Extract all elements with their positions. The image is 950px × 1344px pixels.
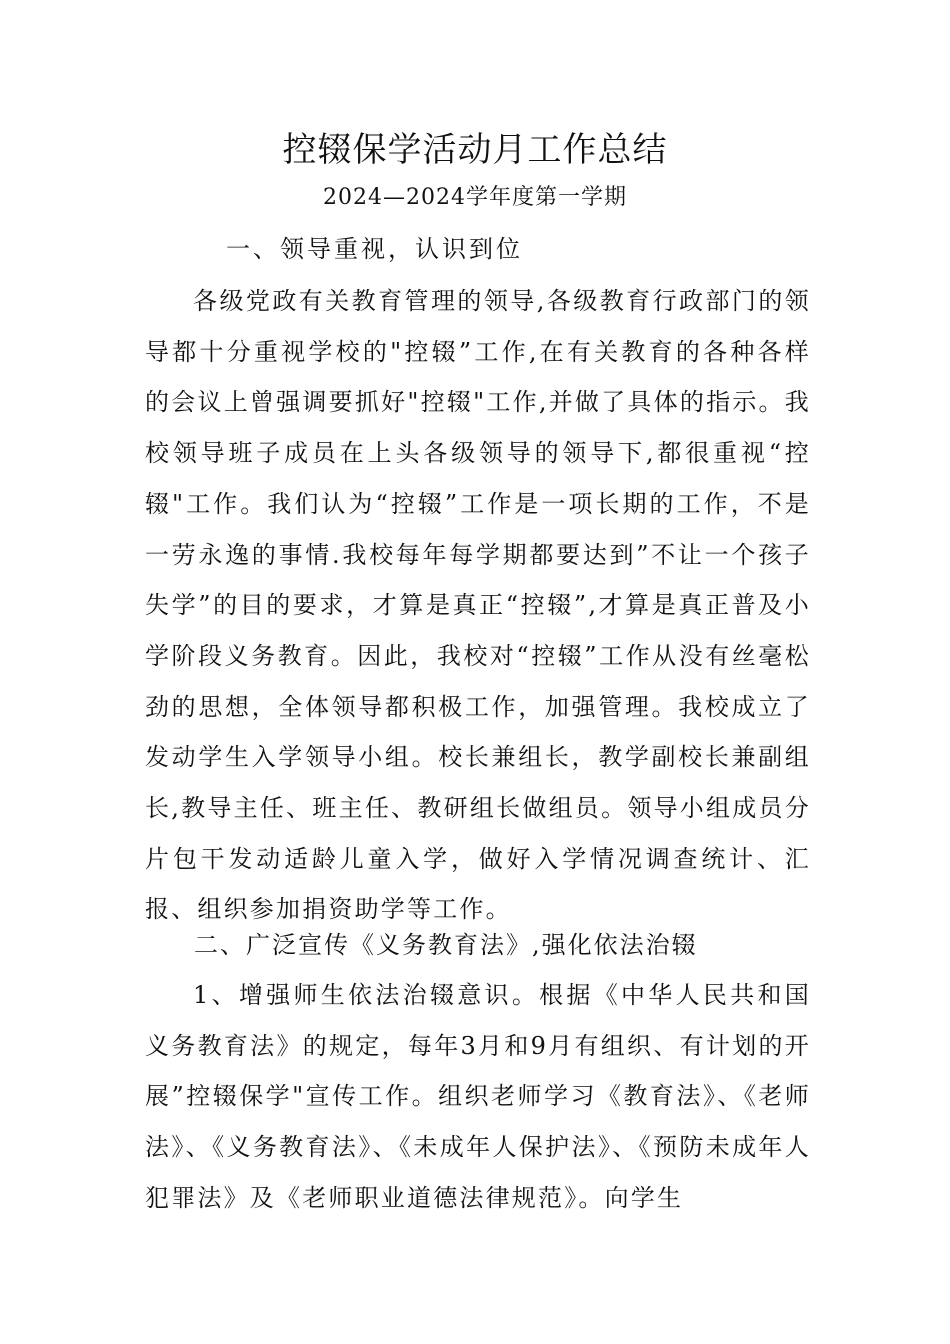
document-subtitle: 2024—2024学年度第一学期 bbox=[323, 185, 627, 210]
document-title: 控辍保学活动月工作总结 bbox=[282, 130, 668, 170]
section-2-heading: 二、广泛宣传《义务教育法》,强化依法治辍 bbox=[194, 931, 698, 959]
section-1-paragraph: 各级党政有关教育管理的领导,各级教育行政部门的领导都十分重视学校的"控辍”工作,在有关教育的各种各样的会议上曾强调要抓好"控辍"工作,并做了具体的指示。我校领导班子成员在上头各级领导的领导下,都很重视“控辍"工作。我们认为“控辍”工作是一项长期的工作，不是一劳永逸的事情.我校每年每学期都要达到”不让一个孩子失学”的目的要求，才算是真正“控辍”,才算是真正普及小学阶段义务教育。因此，我校对“控辍”工作从没有丝毫松劲的思想，全体领导都积极工作，加强管理。我校成立了发动学生入学领导小组。校长兼组长，教学副校长兼副组长,教导主任、班主任、教研组长做组员。领导小组成员分片包干发动适龄儿童入学，做好入学情况调查统计、汇报、组织参加捐资助学等工作。 bbox=[145, 287, 811, 924]
section-2-paragraph: 1、增强师生依法治辍意识。根据《中华人民共和国义务教育法》的规定，每年3月和9月有组织、有计划的开展”控辍保学"宣传工作。组织老师学习《教育法》、《老师法》、《义务教育法》、《未成年人保护法》、《预防未成年人犯罪法》及《老师职业道德法律规范》。向学生 bbox=[145, 981, 811, 1212]
section-1-heading: 一、领导重视，认识到位 bbox=[226, 235, 523, 263]
